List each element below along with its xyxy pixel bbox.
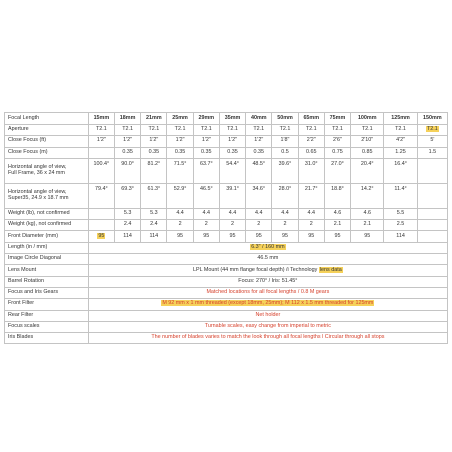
focus-iris-gears-row (5, 287, 448, 298)
close-focus-ft-value: 2'2" (298, 136, 324, 147)
front-diameter-value: 95 (167, 231, 193, 242)
hfov-super35-label (5, 183, 89, 208)
hfov-super35-label-line2: Super35, 24.9 x 18.7 mm (8, 194, 69, 201)
close-focus-ft-value: 1'8" (272, 136, 298, 147)
hfov-full-frame-value: 31.0° (298, 158, 324, 183)
close-focus-m-value: 0.35 (141, 147, 167, 158)
image-circle-label: Image Circle Diagonal (5, 254, 89, 265)
close-focus-ft-value: 1'2" (193, 136, 219, 147)
rear-filter-label: Rear Filter (5, 310, 89, 321)
front-diameter-value: 114 (141, 231, 167, 242)
close-focus-ft-label: Close Focus (ft) (5, 136, 89, 147)
header-row (5, 113, 448, 125)
weight-kg-value: 2 (219, 220, 245, 231)
hfov-full-frame-value: 71.5° (167, 158, 193, 183)
hfov-full-frame-value: 20.4° (351, 158, 384, 183)
weight-lb-value: 4.4 (298, 208, 324, 219)
iris-blades-row (5, 333, 448, 344)
aperture-row (5, 125, 448, 136)
highlighted-value: 95 (98, 232, 105, 239)
weight-lb-value: 4.6 (324, 208, 350, 219)
weight-kg-value: 2.4 (114, 220, 140, 231)
aperture-value: T2.1 (384, 125, 417, 136)
aperture-value: T2.1 (167, 125, 193, 136)
close-focus-m-value: 0.35 (114, 147, 140, 158)
focus-scales-row (5, 321, 448, 332)
aperture-value: T2.1 (88, 125, 114, 136)
focal-125mm: 125mm (384, 113, 417, 125)
weight-kg-value: 2 (167, 220, 193, 231)
focus-iris-gears-label: Focus and Iris Gears (5, 287, 89, 298)
hfov-full-frame-value: 48.5° (246, 158, 272, 183)
length-text: 6.3" / 160 mm (251, 243, 285, 250)
focal-75mm: 75mm (324, 113, 350, 125)
hfov-super35-row (5, 183, 448, 208)
close-focus-ft-value: 1'2" (167, 136, 193, 147)
close-focus-m-value: 0.35 (167, 147, 193, 158)
aperture-value: T2.1 (193, 125, 219, 136)
close-focus-m-value: 0.75 (324, 147, 350, 158)
hfov-super35-value: 28.0° (272, 183, 298, 208)
close-focus-ft-value: 1'2" (88, 136, 114, 147)
hfov-full-frame-value: 27.0° (324, 158, 350, 183)
focal-15mm: 15mm (88, 113, 114, 125)
front-diameter-label: Front Diameter (mm) (5, 231, 89, 242)
focus-iris-gears-value (88, 287, 447, 298)
weight-kg-value: 2.1 (351, 220, 384, 231)
close-focus-m-value: 0.35 (246, 147, 272, 158)
hfov-full-frame-value: 63.7° (193, 158, 219, 183)
focus-scales-value (88, 321, 447, 332)
weight-kg-value: 2.1 (324, 220, 350, 231)
rear-filter-value (88, 310, 447, 321)
lens-mount-row (5, 265, 448, 276)
highlighted-value: T2.1 (426, 126, 438, 133)
close-focus-m-value: 0.65 (298, 147, 324, 158)
rear-filter-text: Net holder (255, 311, 281, 318)
weight-lb-value: 5.3 (114, 208, 140, 219)
focal-29mm: 29mm (193, 113, 219, 125)
focal-100mm: 100mm (351, 113, 384, 125)
weight-lb-value (88, 208, 114, 219)
iris-blades-label: Iris Blades (5, 333, 89, 344)
hfov-full-frame-value: 39.6° (272, 158, 298, 183)
close-focus-m-value: 1.5 (417, 147, 447, 158)
focus-scales-text: Turnable scales, easy change from imperial to metric (204, 323, 331, 330)
hfov-full-frame-value (417, 158, 447, 183)
front-diameter-value: 95 (246, 231, 272, 242)
aperture-value: T2.1 (298, 125, 324, 136)
hfov-full-frame-value: 100.4° (88, 158, 114, 183)
lens-mount-text: LPL Mount (44 mm flange focal depth) /i Technology (193, 266, 319, 273)
weight-kg-label: Weight (kg), not confirmed (5, 220, 89, 231)
barrel-rotation-label: Barrel Rotation (5, 276, 89, 287)
weight-lb-value (417, 208, 447, 219)
focal-150mm: 150mm (417, 113, 447, 125)
close-focus-ft-value: 2'6" (324, 136, 350, 147)
front-diameter-value: 114 (384, 231, 417, 242)
weight-kg-value: 2 (246, 220, 272, 231)
front-diameter-value: 95 (324, 231, 350, 242)
close-focus-m-value (88, 147, 114, 158)
front-diameter-value: 95 (193, 231, 219, 242)
hfov-super35-value: 52.9° (167, 183, 193, 208)
iris-blades-text: The number of blades varies to match the look through all focal lengths l Circular through all stops (151, 334, 385, 341)
hfov-super35-value: 46.5° (193, 183, 219, 208)
hfov-super35-label-line1: Horizontal angle of view, (8, 188, 67, 195)
close-focus-ft-value: 1'2" (114, 136, 140, 147)
weight-kg-value (417, 220, 447, 231)
front-filter-text: M 92 mm x 1 mm threaded (except 18mm, 25mm); M 112 x 1.5 mm threaded for 125mm (162, 300, 374, 307)
weight-kg-value: 2 (272, 220, 298, 231)
lens-mount-label: Lens Mount (5, 265, 89, 276)
front-diameter-value: 95 (272, 231, 298, 242)
aperture-value: T2.1 (351, 125, 384, 136)
weight-lb-value: 5.5 (384, 208, 417, 219)
focal-65mm: 65mm (298, 113, 324, 125)
close-focus-m-row (5, 147, 448, 158)
lens-spec-table (4, 112, 448, 344)
close-focus-ft-row (5, 136, 448, 147)
lens-mount-highlight: lens data (319, 266, 342, 273)
hfov-super35-value: 69.3° (114, 183, 140, 208)
focal-21mm: 21mm (141, 113, 167, 125)
iris-blades-value (88, 333, 447, 344)
image-circle-row (5, 254, 448, 265)
close-focus-m-value: 0.5 (272, 147, 298, 158)
length-row (5, 242, 448, 253)
focus-scales-label: Focus scales (5, 321, 89, 332)
close-focus-ft-value: 2'10" (351, 136, 384, 147)
close-focus-ft-value: 1'2" (219, 136, 245, 147)
weight-kg-value: 2 (193, 220, 219, 231)
weight-lb-value: 4.4 (219, 208, 245, 219)
hfov-full-frame-value: 81.2° (141, 158, 167, 183)
weight-lb-value: 4.4 (246, 208, 272, 219)
weight-kg-value: 2.5 (384, 220, 417, 231)
length-label: Length (in / mm) (5, 242, 89, 253)
weight-kg-value: 2.4 (141, 220, 167, 231)
rear-filter-row (5, 310, 448, 321)
hfov-full-frame-value: 54.4° (219, 158, 245, 183)
length-value (88, 242, 447, 253)
weight-lb-value: 5.3 (141, 208, 167, 219)
weight-lb-row (5, 208, 448, 219)
close-focus-m-value: 0.35 (219, 147, 245, 158)
front-filter-value (88, 299, 447, 310)
hfov-super35-value: 14.2° (351, 183, 384, 208)
close-focus-ft-value: 1'2" (246, 136, 272, 147)
close-focus-ft-value: 1'2" (141, 136, 167, 147)
hfov-super35-value (417, 183, 447, 208)
aperture-value (417, 125, 447, 136)
hfov-super35-value: 18.8° (324, 183, 350, 208)
lens-mount-value (88, 265, 447, 276)
hfov-super35-value: 79.4° (88, 183, 114, 208)
hfov-full-frame-label-line1: Horizontal angle of view, (8, 163, 67, 170)
hfov-super35-value: 21.7° (298, 183, 324, 208)
close-focus-m-value: 0.35 (193, 147, 219, 158)
weight-lb-value: 4.6 (351, 208, 384, 219)
hfov-super35-value: 34.6° (246, 183, 272, 208)
focal-18mm: 18mm (114, 113, 140, 125)
weight-lb-value: 4.4 (167, 208, 193, 219)
weight-kg-value (88, 220, 114, 231)
close-focus-m-value: 1.25 (384, 147, 417, 158)
aperture-value: T2.1 (324, 125, 350, 136)
close-focus-ft-value: 5' (417, 136, 447, 147)
close-focus-m-label: Close Focus (m) (5, 147, 89, 158)
front-diameter-value: 114 (114, 231, 140, 242)
front-diameter-row (5, 231, 448, 242)
barrel-rotation-value: Focus: 270° / Iris: 51.45° (88, 276, 447, 287)
hfov-super35-value: 61.3° (141, 183, 167, 208)
aperture-value: T2.1 (219, 125, 245, 136)
weight-lb-label: Weight (lb), not confirmed (5, 208, 89, 219)
hfov-full-frame-value: 90.0° (114, 158, 140, 183)
weight-lb-value: 4.4 (272, 208, 298, 219)
focal-length-label: Focal Length (5, 113, 89, 125)
close-focus-m-value: 0.85 (351, 147, 384, 158)
barrel-rotation-row (5, 276, 448, 287)
focal-35mm: 35mm (219, 113, 245, 125)
hfov-super35-value: 39.1° (219, 183, 245, 208)
aperture-value: T2.1 (114, 125, 140, 136)
image-circle-value: 46.5 mm (88, 254, 447, 265)
hfov-full-frame-label-line2: Full Frame, 36 x 24 mm (8, 169, 65, 176)
aperture-value: T2.1 (272, 125, 298, 136)
hfov-full-frame-value: 16.4° (384, 158, 417, 183)
close-focus-ft-value: 4'2" (384, 136, 417, 147)
focal-40mm: 40mm (246, 113, 272, 125)
hfov-full-frame-label (5, 158, 89, 183)
front-diameter-value: 95 (351, 231, 384, 242)
weight-lb-value: 4.4 (193, 208, 219, 219)
focal-50mm: 50mm (272, 113, 298, 125)
hfov-full-frame-row (5, 158, 448, 183)
aperture-label: Aperture (5, 125, 89, 136)
aperture-value: T2.1 (246, 125, 272, 136)
weight-kg-row (5, 220, 448, 231)
focal-25mm: 25mm (167, 113, 193, 125)
weight-kg-value: 2 (298, 220, 324, 231)
front-diameter-value (417, 231, 447, 242)
front-filter-label: Front Filter (5, 299, 89, 310)
front-filter-row (5, 299, 448, 310)
front-diameter-value (88, 231, 114, 242)
aperture-value: T2.1 (141, 125, 167, 136)
hfov-super35-value: 11.4° (384, 183, 417, 208)
front-diameter-value: 95 (298, 231, 324, 242)
front-diameter-value: 95 (219, 231, 245, 242)
focus-iris-gears-text: Matched locations for all focal lengths / 0.8 M gears (206, 289, 330, 296)
